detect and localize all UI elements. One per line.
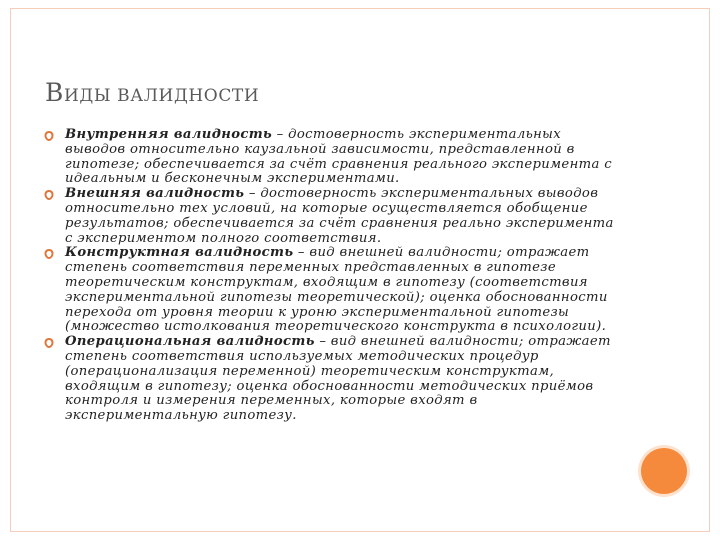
- item-term: Конструктная валидность: [65, 245, 294, 261]
- item-text: [65, 246, 622, 335]
- bullet-list: [42, 128, 622, 424]
- list-item: [42, 335, 622, 424]
- item-description: – вид внешней валидности; отражает степень соответствия переменных представленных в гипотезе теоретическим конструктам, входящим в гипотезу (соответствия экспериментальной гипотезы теоретической); оценка обоснованности перехода от уровня теории к уроню экспериментальной гипотезы (множество истолкования теоретического конструкта в психологии).: [65, 245, 608, 335]
- item-description: – вид внешней валидности; отражает степень соответствия используемых методических процедур (операционализация переменной) теоретическим конструктам, входящим в гипотезу; оценка обоснованности методических приёмов контроля и измерения переменных, которые входят в экспериментальную гипотезу.: [65, 334, 611, 424]
- item-term: Операциональная валидность: [65, 334, 315, 350]
- list-item: [42, 128, 622, 187]
- item-text: [65, 187, 622, 246]
- item-term: Внутренняя валидность: [65, 127, 273, 142]
- decorative-circle: [641, 448, 687, 494]
- fleuron-bullet-icon: [43, 248, 55, 260]
- item-term: Внешняя валидность: [65, 186, 245, 202]
- item-text: [65, 128, 622, 187]
- list-item: [42, 246, 622, 335]
- fleuron-bullet-icon: [43, 337, 55, 349]
- fleuron-bullet-icon: [43, 130, 55, 142]
- slide-title: [45, 78, 259, 107]
- title-rest: ИДЫ ВАЛИДНОСТИ: [63, 86, 260, 106]
- item-description: – достоверность экспериментальных выводов относительно тех условий, на которые осуществляется обобщение результатов; обеспечивается за счёт сравнения реально эксперимента с экспериментом полного соответствия.: [65, 186, 614, 246]
- item-text: [65, 335, 622, 424]
- item-description: – достоверность экспериментальных выводов относительно каузальной зависимости, представленной в гипотезе; обеспечивается за счёт сравнения реального эксперимента с идеальным и бесконечным экспериментами.: [65, 127, 612, 187]
- title-initial: В: [45, 78, 64, 107]
- list-item: [42, 187, 622, 246]
- fleuron-bullet-icon: [43, 189, 55, 201]
